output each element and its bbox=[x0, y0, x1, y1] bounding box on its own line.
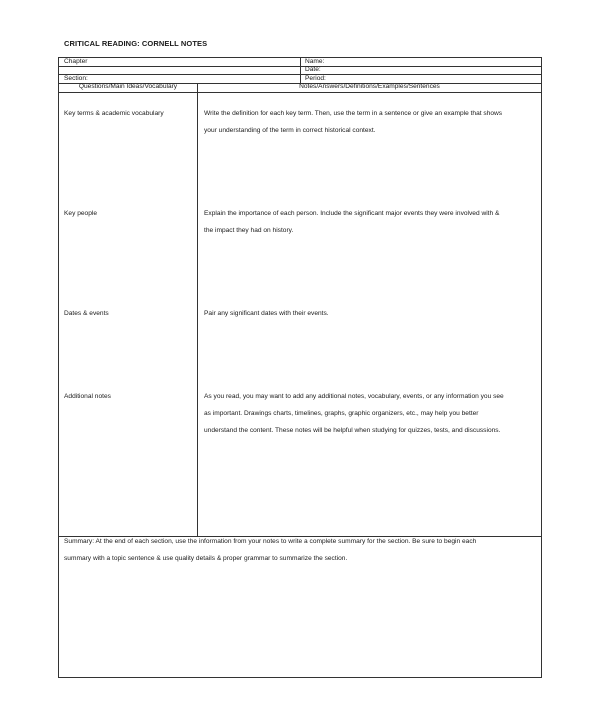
page-title: CRITICAL READING: CORNELL NOTES bbox=[64, 39, 208, 48]
period-field-label[interactable]: Period: bbox=[305, 75, 326, 82]
row-label-additional-notes: Additional notes bbox=[64, 393, 111, 400]
notes-line: as important. Drawings charts, timelines, graphs, graphic organizers, etc., may help you better bbox=[204, 410, 479, 417]
date-field-label[interactable]: Date: bbox=[305, 66, 321, 73]
notes-line: the impact they had on history. bbox=[204, 227, 294, 234]
row-label-dates-events: Dates & events bbox=[64, 310, 109, 317]
notes-line: Pair any significant dates with their events. bbox=[204, 310, 329, 317]
row-label-key-people: Key people bbox=[64, 210, 97, 217]
row-notes-dates-events bbox=[204, 305, 534, 322]
notes-line: Explain the importance of each person. Include the significant major events they were involved with & bbox=[204, 210, 500, 217]
notes-line: understand the content. These notes will be helpful when studying for quizzes, tests, and discussions. bbox=[204, 427, 501, 434]
summary-section bbox=[64, 533, 529, 567]
section-field-label[interactable]: Section: bbox=[64, 75, 88, 82]
notes-line: As you read, you may want to add any additional notes, vocabulary, events, or any information you see bbox=[204, 393, 504, 400]
left-column-header: Questions/Main Ideas/Vocabulary bbox=[78, 83, 178, 90]
summary-line: summary with a topic sentence & use quality details & proper grammar to summarize the section. bbox=[64, 555, 348, 562]
chapter-field-label[interactable]: Chapter bbox=[64, 58, 88, 65]
row-notes-additional bbox=[204, 388, 534, 439]
column-divider bbox=[197, 83, 198, 536]
notes-line: your understanding of the term in correct historical context. bbox=[204, 127, 376, 134]
column-header-divider bbox=[59, 92, 541, 93]
row-notes-key-terms bbox=[204, 105, 534, 139]
row-notes-key-people bbox=[204, 205, 534, 239]
notes-line: Write the definition for each key term. Then, use the term in a sentence or give an example that shows bbox=[204, 110, 503, 117]
header-vertical-divider bbox=[300, 58, 301, 83]
cornell-notes-sheet bbox=[58, 57, 542, 678]
row-label-key-terms: Key terms & academic vocabulary bbox=[64, 110, 164, 117]
name-field-label[interactable]: Name: bbox=[305, 58, 325, 65]
summary-line: Summary: At the end of each section, use the information from your notes to write a complete summary for the section. Be sure to begin each bbox=[64, 538, 477, 545]
right-column-header: Notes/Answers/Definitions/Examples/Sentences bbox=[299, 83, 440, 90]
